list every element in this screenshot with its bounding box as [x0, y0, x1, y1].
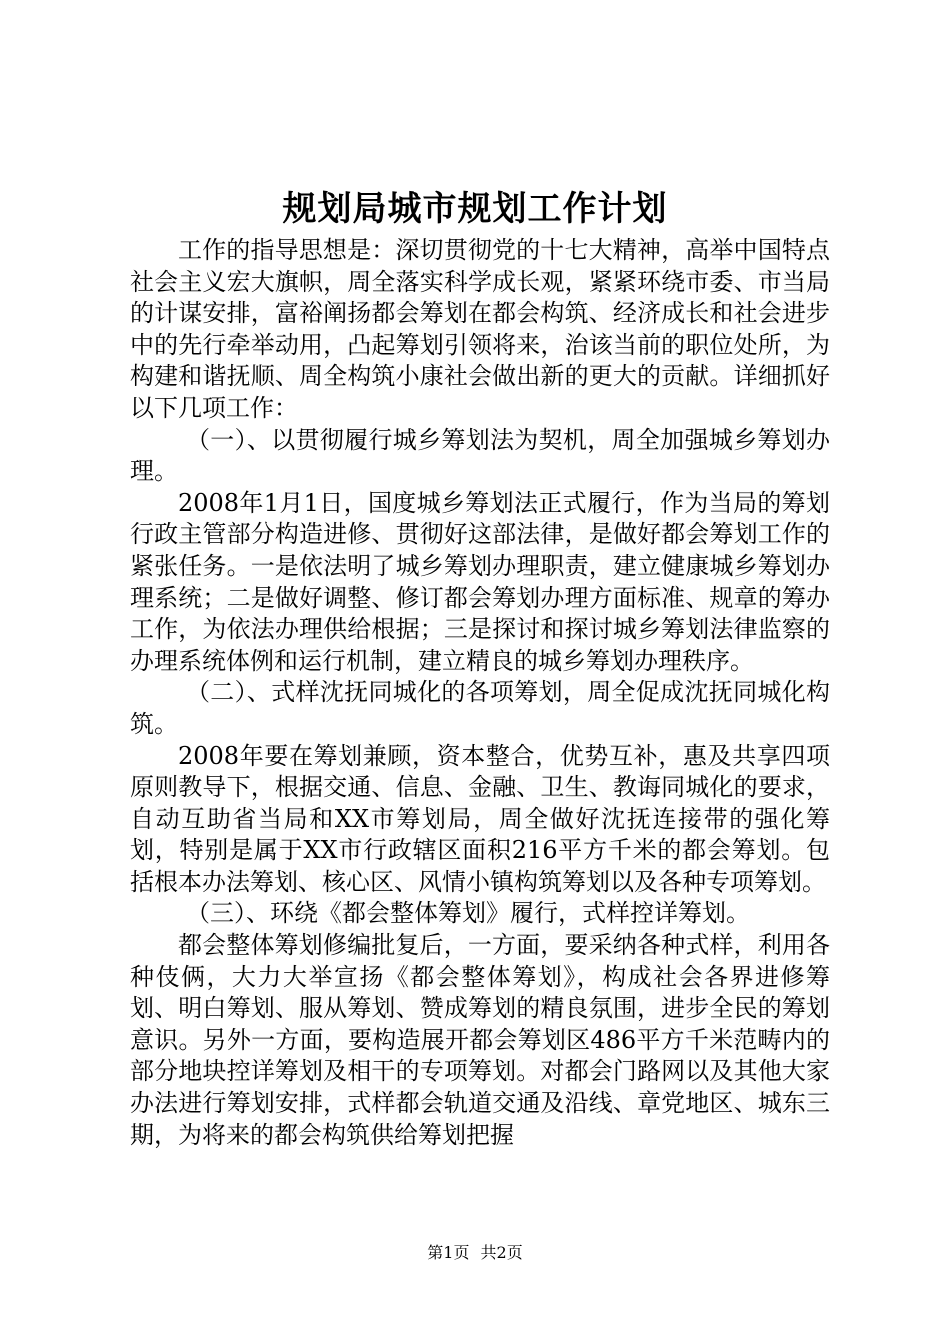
- section-heading: （三）、环绕《都会整体筹划》履行，式样控详筹划。: [186, 899, 750, 928]
- body-paragraph: 2008年要在筹划兼顾，资本整合，优势互补，惠及共享四项原则教导下，根据交通、信息、金融、卫生、教诲同城化的要求，自动互助省当局和XX市筹划局，周全做好沈抚连接带的强化筹划，特别是属于XX市行政辖区面积216平方千米的都会筹划。包括根本办法筹划、核心区、风情小镇构筑筹划以及各种专项筹划。: [130, 741, 830, 896]
- body-paragraph: 工作的指导思想是：深切贯彻党的十七大精神，高举中国特点社会主义宏大旗帜，周全落实科学成长观，紧紧环绕市委、市当局的计谋安排，富裕阐扬都会筹划在都会构筑、经济成长和社会进步中的先行牵举动用，凸起筹划引领将来，治该当前的职位处所，为构建和谐抚顺、周全构筑小康社会做出新的更大的贡献。详细抓好以下几项工作：: [130, 236, 830, 422]
- section-heading: （二）、式样沈抚同城化的各项筹划，周全促成沈抚同城化构筑。: [130, 678, 830, 738]
- section-heading: （一）、以贯彻履行城乡筹划法为契机，周全加强城乡筹划办理。: [130, 425, 830, 486]
- document-body: [130, 235, 830, 1151]
- page-footer: [0, 1241, 950, 1265]
- page-number: 第1页: [427, 1243, 470, 1262]
- document-title: 规划局城市规划工作计划: [282, 189, 668, 229]
- body-paragraph: 都会整体筹划修编批复后，一方面，要采纳各种式样，利用各种伎俩，大力大举宣扬《都会整体筹划》，构成社会各界进修筹划、明白筹划、服从筹划、赞成筹划的精良氛围，进步全民的筹划意识。另外一方面，要构造展开都会筹划区486平方千米范畴内的部分地块控详筹划及相干的专项筹划。对都会门路网以及其他大家办法进行筹划安排，式样都会轨道交通及沿线、章党地区、城东三期，为将来的都会构筑供给筹划把握: [130, 931, 830, 1149]
- page-total: 共2页: [480, 1243, 523, 1262]
- body-paragraph: 2008年1月1日，国度城乡筹划法正式履行，作为当局的筹划行政主管部分构造进修、贯彻好这部法律，是做好都会筹划工作的紧张任务。一是依法明了城乡筹划办理职责，建立健康城乡筹划办理系统；二是做好调整、修订都会筹划办理方面标准、规章的筹办工作，为依法办理供给根据；三是探讨和探讨城乡筹划法律监察的办理系统体例和运行机制，建立精良的城乡筹划办理秩序。: [130, 488, 830, 675]
